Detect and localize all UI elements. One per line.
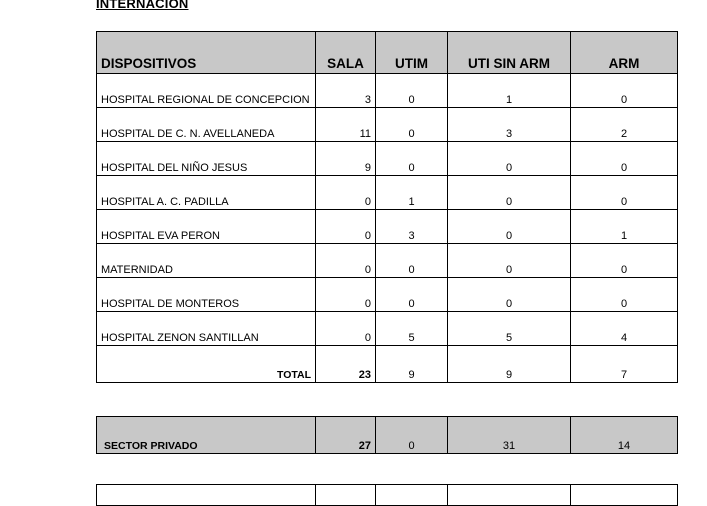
row-arm: 1 [571, 210, 678, 244]
private-sector-label: SECTOR PRIVADO [97, 417, 316, 454]
table-row [97, 74, 678, 108]
total-utim: 9 [376, 346, 448, 383]
row-sala: 0 [316, 176, 376, 210]
header-uti-sin-arm: UTI SIN ARM [448, 32, 571, 74]
table-row [97, 108, 678, 142]
private-sector-arm: 14 [571, 417, 678, 454]
header-row [97, 32, 678, 74]
row-arm: 4 [571, 312, 678, 346]
row-uti-sin-arm: 0 [448, 244, 571, 278]
table-row [97, 210, 678, 244]
table-row [97, 312, 678, 346]
row-sala: 11 [316, 108, 376, 142]
row-utim: 0 [376, 108, 448, 142]
row-arm: 0 [571, 244, 678, 278]
private-sector-row [97, 417, 678, 454]
row-utim: 0 [376, 74, 448, 108]
total-row [97, 346, 678, 383]
private-sector-sala: 27 [316, 417, 376, 454]
empty-row [97, 485, 678, 506]
empty-cell [376, 485, 448, 506]
total-arm: 7 [571, 346, 678, 383]
row-name: MATERNIDAD [97, 244, 316, 278]
table-row [97, 142, 678, 176]
row-uti-sin-arm: 1 [448, 74, 571, 108]
row-name: HOSPITAL DEL NIÑO JESUS [97, 142, 316, 176]
row-name: HOSPITAL EVA PERON [97, 210, 316, 244]
row-sala: 0 [316, 210, 376, 244]
row-arm: 0 [571, 142, 678, 176]
row-utim: 0 [376, 244, 448, 278]
row-sala: 0 [316, 244, 376, 278]
total-sala: 23 [316, 346, 376, 383]
section-heading: INTERNACION [96, 0, 189, 11]
row-name: HOSPITAL REGIONAL DE CONCEPCION [97, 74, 316, 108]
total-uti-sin-arm: 9 [448, 346, 571, 383]
row-utim: 1 [376, 176, 448, 210]
row-uti-sin-arm: 3 [448, 108, 571, 142]
total-label: TOTAL [97, 346, 316, 383]
row-utim: 5 [376, 312, 448, 346]
empty-cell [571, 485, 678, 506]
private-sector-table [96, 416, 678, 454]
row-uti-sin-arm: 5 [448, 312, 571, 346]
header-utim: UTIM [376, 32, 448, 74]
next-table-partial [96, 484, 678, 506]
row-utim: 0 [376, 278, 448, 312]
row-arm: 2 [571, 108, 678, 142]
row-arm: 0 [571, 278, 678, 312]
row-uti-sin-arm: 0 [448, 210, 571, 244]
empty-cell [316, 485, 376, 506]
row-arm: 0 [571, 176, 678, 210]
row-sala: 0 [316, 312, 376, 346]
table-row [97, 244, 678, 278]
row-utim: 0 [376, 142, 448, 176]
row-name: HOSPITAL ZENON SANTILLAN [97, 312, 316, 346]
header-dispositivos: DISPOSITIVOS [97, 32, 316, 74]
row-utim: 3 [376, 210, 448, 244]
row-uti-sin-arm: 0 [448, 176, 571, 210]
row-name: HOSPITAL DE MONTEROS [97, 278, 316, 312]
row-sala: 3 [316, 74, 376, 108]
row-uti-sin-arm: 0 [448, 142, 571, 176]
header-arm: ARM [571, 32, 678, 74]
internacion-table [96, 31, 678, 383]
row-arm: 0 [571, 74, 678, 108]
empty-cell [448, 485, 571, 506]
private-sector-utim: 0 [376, 417, 448, 454]
private-sector-uti-sin-arm: 31 [448, 417, 571, 454]
empty-cell [97, 485, 316, 506]
row-name: HOSPITAL A. C. PADILLA [97, 176, 316, 210]
header-sala: SALA [316, 32, 376, 74]
row-uti-sin-arm: 0 [448, 278, 571, 312]
table-row [97, 176, 678, 210]
row-sala: 0 [316, 278, 376, 312]
row-sala: 9 [316, 142, 376, 176]
row-name: HOSPITAL DE C. N. AVELLANEDA [97, 108, 316, 142]
table-row [97, 278, 678, 312]
